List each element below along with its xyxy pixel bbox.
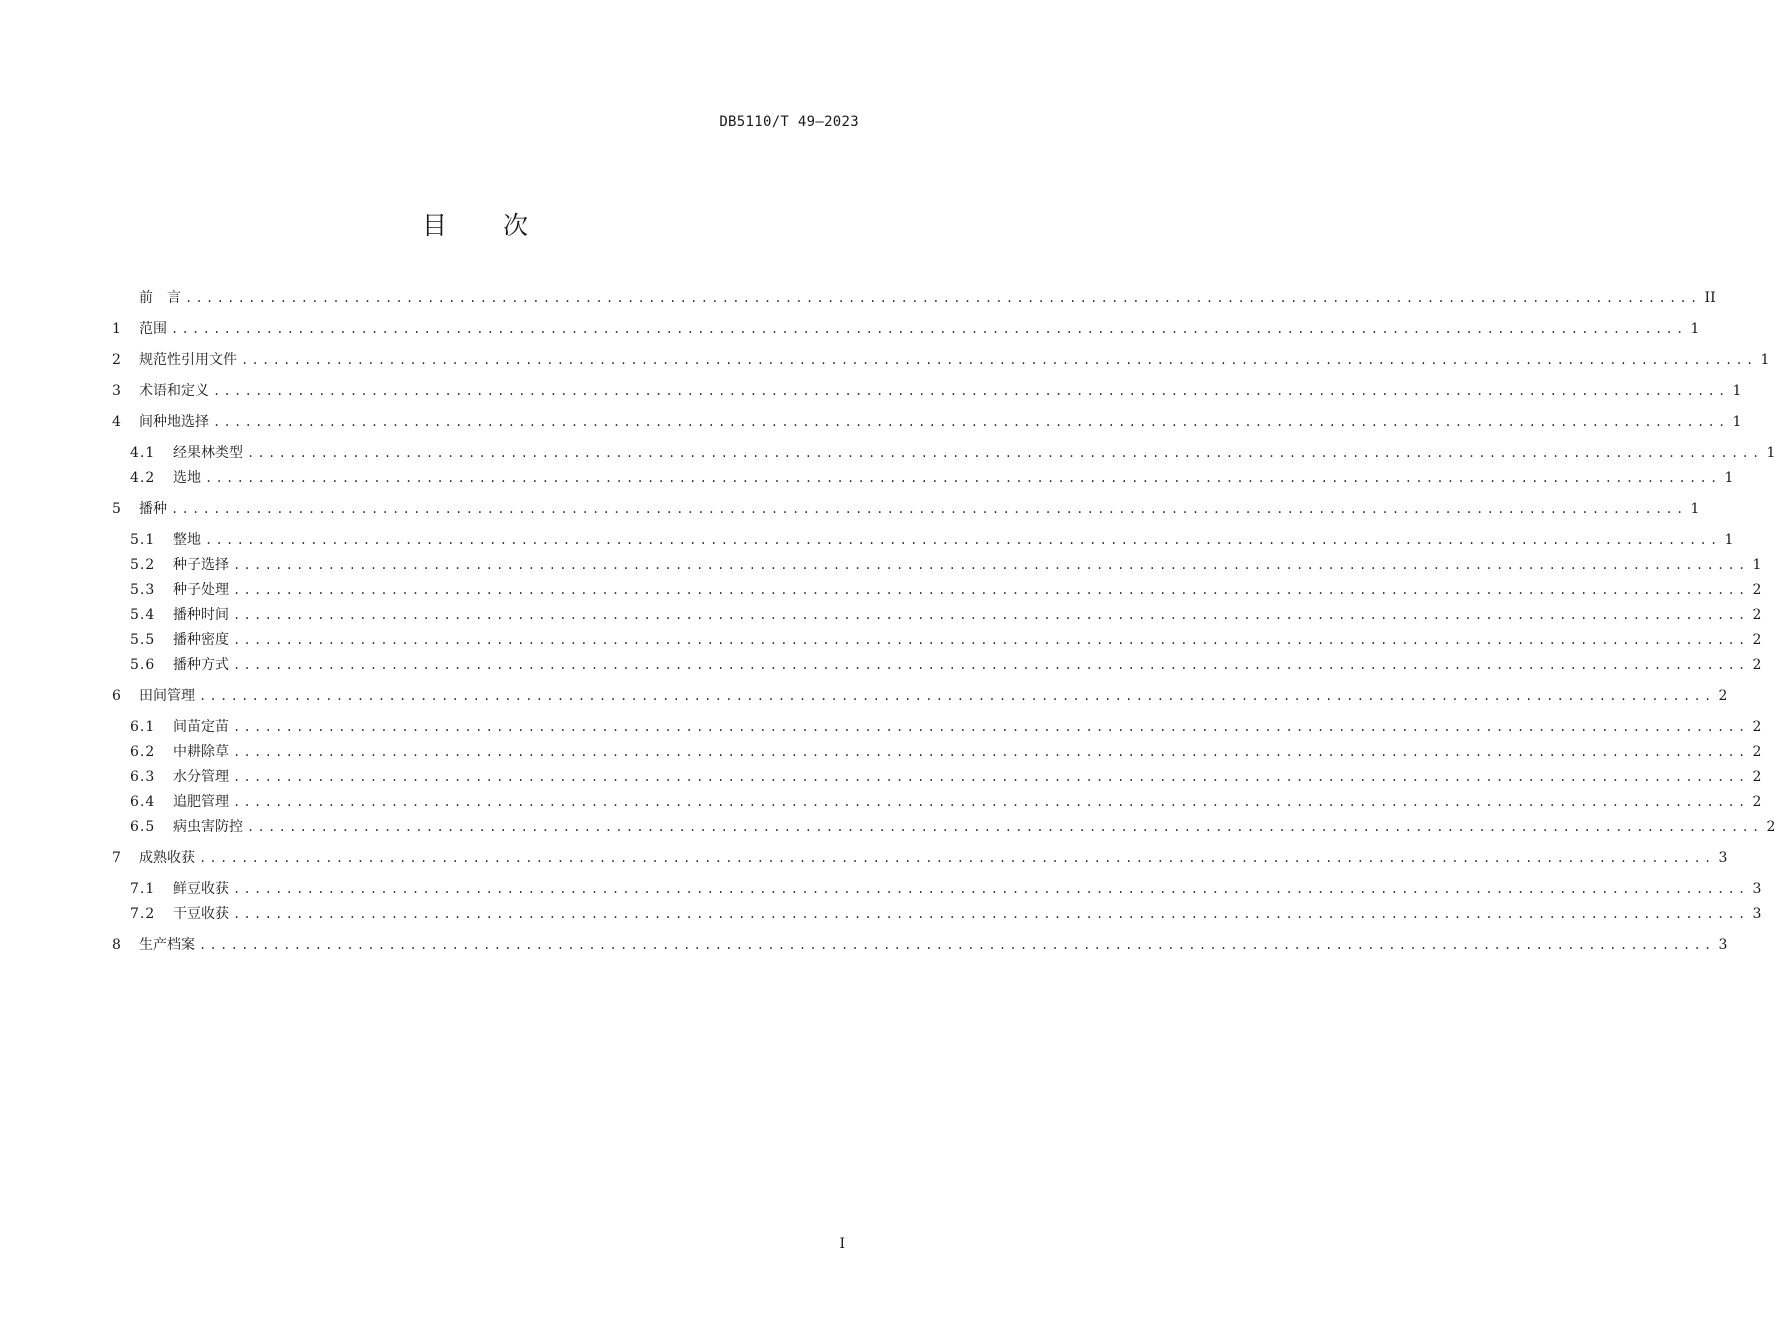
toc-dot-leader: ................................................................................................................................................ bbox=[171, 502, 1687, 516]
toc-entry[interactable] bbox=[112, 498, 1700, 520]
toc-entry-page: 1 bbox=[1690, 501, 1700, 517]
toc-entry-number: 6.3 bbox=[130, 769, 156, 785]
toc-entry-number: 5.3 bbox=[130, 582, 156, 598]
toc-entry-page: 2 bbox=[1752, 794, 1762, 810]
toc-entry-label: 间种地选择 bbox=[139, 414, 209, 430]
toc-dot-leader: ................................................................................................................................................ bbox=[233, 745, 1749, 759]
toc-entry-page: 2 bbox=[1752, 632, 1762, 648]
toc-dot-leader: ................................................................................................................................................ bbox=[233, 583, 1749, 597]
toc-entry-label: 种子处理 bbox=[173, 582, 229, 598]
toc-entry-number: 5 bbox=[112, 501, 121, 517]
toc-entry-label: 播种时间 bbox=[173, 607, 229, 623]
toc-entry-label: 范围 bbox=[139, 321, 167, 337]
page-title: 目 次 bbox=[422, 211, 552, 240]
toc-dot-leader: ................................................................................................................................................ bbox=[205, 533, 1721, 547]
toc-dot-leader: ................................................................................................................................................ bbox=[233, 795, 1749, 809]
toc-entry-page: 1 bbox=[1760, 352, 1770, 368]
toc-entry-label: 种子选择 bbox=[173, 557, 229, 573]
toc-entry-page: 3 bbox=[1752, 881, 1762, 897]
toc-entry[interactable] bbox=[130, 554, 1762, 576]
document-code: DB5110/T 49—2023 bbox=[719, 114, 859, 130]
toc-entry[interactable] bbox=[130, 791, 1762, 813]
toc-entry-label: 选地 bbox=[173, 470, 201, 486]
toc-entry-page: 2 bbox=[1752, 744, 1762, 760]
toc-entry-number: 5.2 bbox=[130, 557, 156, 573]
toc-entry-label: 播种密度 bbox=[173, 632, 229, 648]
toc-entry-page: 3 bbox=[1752, 906, 1762, 922]
toc-dot-leader: ................................................................................................................................................ bbox=[199, 689, 1715, 703]
toc-entry-label: 规范性引用文件 bbox=[139, 352, 237, 368]
toc-entry-label: 前 言 bbox=[139, 290, 181, 306]
toc-entry-page: 1 bbox=[1690, 321, 1700, 337]
toc-entry-number: 7 bbox=[112, 850, 121, 866]
toc-entry-number: 6.1 bbox=[130, 719, 156, 735]
toc-entry-label: 成熟收获 bbox=[139, 850, 195, 866]
toc-entry[interactable] bbox=[130, 604, 1762, 626]
toc-entry-label: 干豆收获 bbox=[173, 906, 229, 922]
toc-entry-number: 8 bbox=[112, 937, 121, 953]
toc-entry-page: 3 bbox=[1718, 850, 1728, 866]
toc-dot-leader: ................................................................................................................................................ bbox=[171, 322, 1687, 336]
toc-entry[interactable] bbox=[130, 442, 1775, 464]
toc-entry-page: 2 bbox=[1752, 719, 1762, 735]
toc-entry-label: 整地 bbox=[173, 532, 201, 548]
toc-entry-number: 5.5 bbox=[130, 632, 156, 648]
toc-entry-number: 6.2 bbox=[130, 744, 156, 760]
toc-entry-number: 4.2 bbox=[130, 470, 156, 486]
toc-entry[interactable] bbox=[112, 685, 1728, 707]
toc-entry-label: 播种 bbox=[139, 501, 167, 517]
toc-entry-number: 4.1 bbox=[130, 445, 156, 461]
toc-dot-leader: ................................................................................................................................................ bbox=[247, 820, 1763, 834]
toc-entry[interactable] bbox=[130, 579, 1762, 601]
toc-dot-leader: ................................................................................................................................................ bbox=[241, 353, 1757, 367]
toc-entry-page: II bbox=[1704, 290, 1716, 306]
toc-dot-leader: ................................................................................................................................................ bbox=[199, 938, 1715, 952]
toc-dot-leader: ................................................................................................................................................ bbox=[233, 558, 1749, 572]
toc-entry-label: 病虫害防控 bbox=[173, 819, 243, 835]
toc-entry-label: 间苗定苗 bbox=[173, 719, 229, 735]
toc-entry-page: 1 bbox=[1732, 383, 1742, 399]
toc-entry[interactable] bbox=[112, 847, 1728, 869]
toc-entry-page: 3 bbox=[1718, 937, 1728, 953]
toc-entry-label: 经果林类型 bbox=[173, 445, 243, 461]
toc-entry-number: 6 bbox=[112, 688, 121, 704]
toc-entry-label: 中耕除草 bbox=[173, 744, 229, 760]
toc-entry-number: 1 bbox=[112, 321, 121, 337]
toc-entry[interactable] bbox=[130, 654, 1762, 676]
toc-dot-leader: ................................................................................................................................................ bbox=[185, 291, 1701, 305]
toc-entry[interactable] bbox=[130, 529, 1734, 551]
toc-entry-number: 5.4 bbox=[130, 607, 156, 623]
toc-entry-label: 术语和定义 bbox=[139, 383, 209, 399]
toc-entry-page: 1 bbox=[1752, 557, 1762, 573]
toc-dot-leader: ................................................................................................................................................ bbox=[233, 633, 1749, 647]
toc-entry-label: 鲜豆收获 bbox=[173, 881, 229, 897]
toc-dot-leader: ................................................................................................................................................ bbox=[247, 446, 1763, 460]
toc-entry-page: 1 bbox=[1724, 532, 1734, 548]
toc-entry[interactable] bbox=[112, 411, 1742, 433]
page-number: I bbox=[839, 1236, 845, 1252]
toc-entry-number: 5.1 bbox=[130, 532, 156, 548]
toc-entry[interactable] bbox=[112, 934, 1728, 956]
toc-entry-label: 播种方式 bbox=[173, 657, 229, 673]
toc-dot-leader: ................................................................................................................................................ bbox=[199, 851, 1715, 865]
toc-entry[interactable] bbox=[112, 380, 1742, 402]
toc-entry-label: 田间管理 bbox=[139, 688, 195, 704]
toc-entry-page: 2 bbox=[1752, 582, 1762, 598]
toc-entry-page: 1 bbox=[1766, 445, 1775, 461]
toc-entry-number: 6.4 bbox=[130, 794, 156, 810]
toc-entry-number: 2 bbox=[112, 352, 121, 368]
toc-dot-leader: ................................................................................................................................................ bbox=[233, 720, 1749, 734]
toc-entry-number: 7.2 bbox=[130, 906, 156, 922]
toc-dot-leader: ................................................................................................................................................ bbox=[213, 415, 1729, 429]
toc-entry[interactable] bbox=[130, 716, 1762, 738]
toc-entry[interactable] bbox=[112, 318, 1700, 340]
toc-entry-page: 1 bbox=[1724, 470, 1734, 486]
toc-entry-number: 3 bbox=[112, 383, 121, 399]
toc-dot-leader: ................................................................................................................................................ bbox=[233, 658, 1749, 672]
toc-entry-page: 2 bbox=[1752, 657, 1762, 673]
toc-dot-leader: ................................................................................................................................................ bbox=[233, 882, 1749, 896]
toc-dot-leader: ................................................................................................................................................ bbox=[233, 907, 1749, 921]
toc-dot-leader: ................................................................................................................................................ bbox=[233, 608, 1749, 622]
toc-entry-page: 1 bbox=[1732, 414, 1742, 430]
toc-dot-leader: ................................................................................................................................................ bbox=[213, 384, 1729, 398]
toc-entry-number: 5.6 bbox=[130, 657, 156, 673]
toc-entry-label: 水分管理 bbox=[173, 769, 229, 785]
toc-entry-page: 2 bbox=[1718, 688, 1728, 704]
toc-entry-number: 7.1 bbox=[130, 881, 156, 897]
toc-entry-label: 生产档案 bbox=[139, 937, 195, 953]
toc-dot-leader: ................................................................................................................................................ bbox=[233, 770, 1749, 784]
toc-entry-number: 4 bbox=[112, 414, 121, 430]
toc-entry[interactable] bbox=[130, 816, 1775, 838]
toc-entry-page: 2 bbox=[1752, 769, 1762, 785]
toc-entry[interactable] bbox=[130, 741, 1762, 763]
toc-entry[interactable] bbox=[130, 766, 1762, 788]
toc-dot-leader: ................................................................................................................................................ bbox=[205, 471, 1721, 485]
toc-entry-page: 2 bbox=[1766, 819, 1775, 835]
toc-entry[interactable] bbox=[130, 903, 1762, 925]
toc-entry[interactable] bbox=[130, 629, 1762, 651]
toc-entry-number: 6.5 bbox=[130, 819, 156, 835]
toc-entry[interactable] bbox=[112, 287, 1716, 309]
toc-entry[interactable] bbox=[112, 349, 1770, 371]
toc-entry[interactable] bbox=[130, 878, 1762, 900]
toc-entry-label: 追肥管理 bbox=[173, 794, 229, 810]
toc-entry-page: 2 bbox=[1752, 607, 1762, 623]
toc-entry[interactable] bbox=[130, 467, 1734, 489]
